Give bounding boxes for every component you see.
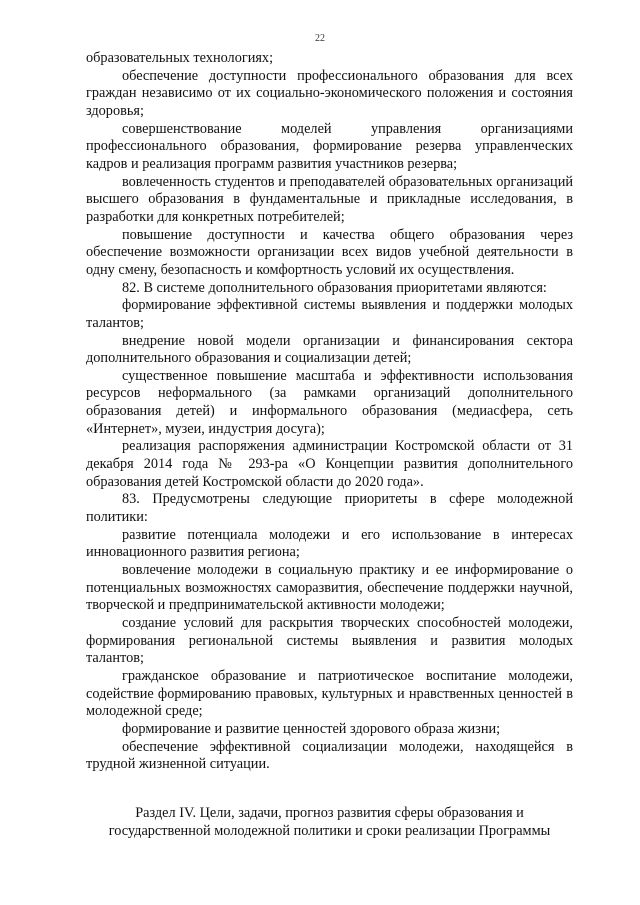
- paragraph: обеспечение эффективной социализации молодежи, находящейся в трудной жизненной ситуации.: [86, 738, 573, 773]
- paragraph: внедрение новой модели организации и финансирования сектора дополнительного образования и социализации детей;: [86, 332, 573, 367]
- paragraph: развитие потенциала молодежи и его использование в интересах инновационного развития региона;: [86, 526, 573, 561]
- paragraph: повышение доступности и качества общего образования через обеспечение возможности организации всех видов учебной деятельности в одну смену, безопасность и комфортность условий их осуществления.: [86, 226, 573, 278]
- page-number: 22: [315, 33, 325, 44]
- paragraph: создание условий для раскрытия творческих способностей молодежи, формирования региональной системы выявления и развития молодых талантов;: [86, 615, 573, 667]
- section-heading-line-2: государственной молодежной политики и сроки реализации Программы: [108, 822, 551, 839]
- clause-83-heading: 83. Предусмотрены следующие приоритеты в сфере молодежной политики:: [86, 491, 573, 526]
- paragraph: совершенствование моделей управления организациями профессионального образования, формирование резерва управленческих кадров и реализация программ развития участников резерва;: [86, 120, 573, 172]
- paragraph: образовательных технологиях;: [86, 50, 274, 66]
- paragraph: гражданское образование и патриотическое воспитание молодежи, содействие формированию правовых, культурных и нравственных ценностей в молодежной среде;: [86, 667, 573, 720]
- clause-82-heading: 82. В системе дополнительного образования приоритетами являются:: [122, 279, 547, 296]
- paragraph: обеспечение доступности профессионального образования для всех граждан независимо от их социально-экономического положения и состояния здоровья;: [86, 67, 573, 119]
- paragraph: формирование и развитие ценностей здорового образа жизни;: [122, 720, 501, 737]
- paragraph: реализация распоряжения администрации Костромской области от 31 декабря 2014 года № 293-ра «О Концепции развития дополнительного образования детей Костромской области до 2020 года».: [86, 438, 573, 490]
- section-heading-line-1: Раздел IV. Цели, задачи, прогноз развития сферы образования и: [135, 804, 524, 821]
- paragraph: вовлечение молодежи в социальную практику и ее информирование о потенциальных возможностях саморазвития, обеспечение поддержки научной, творческой и предпринимательской активности молодежи;: [86, 562, 573, 614]
- paragraph: вовлеченность студентов и преподавателей образовательных организаций высшего образования в фундаментальные и прикладные исследования, в разработки для конкретных потребителей;: [86, 173, 573, 225]
- section-heading: [86, 804, 573, 840]
- page-body: [86, 50, 573, 840]
- paragraph: формирование эффективной системы выявления и поддержки молодых талантов;: [86, 297, 573, 331]
- paragraph: существенное повышение масштаба и эффективности использования ресурсов неформального (за рамками организаций дополнительного образования детей) и информального образования (медиасфера, сеть «Интернет», музеи, индустрия досуга);: [86, 367, 573, 437]
